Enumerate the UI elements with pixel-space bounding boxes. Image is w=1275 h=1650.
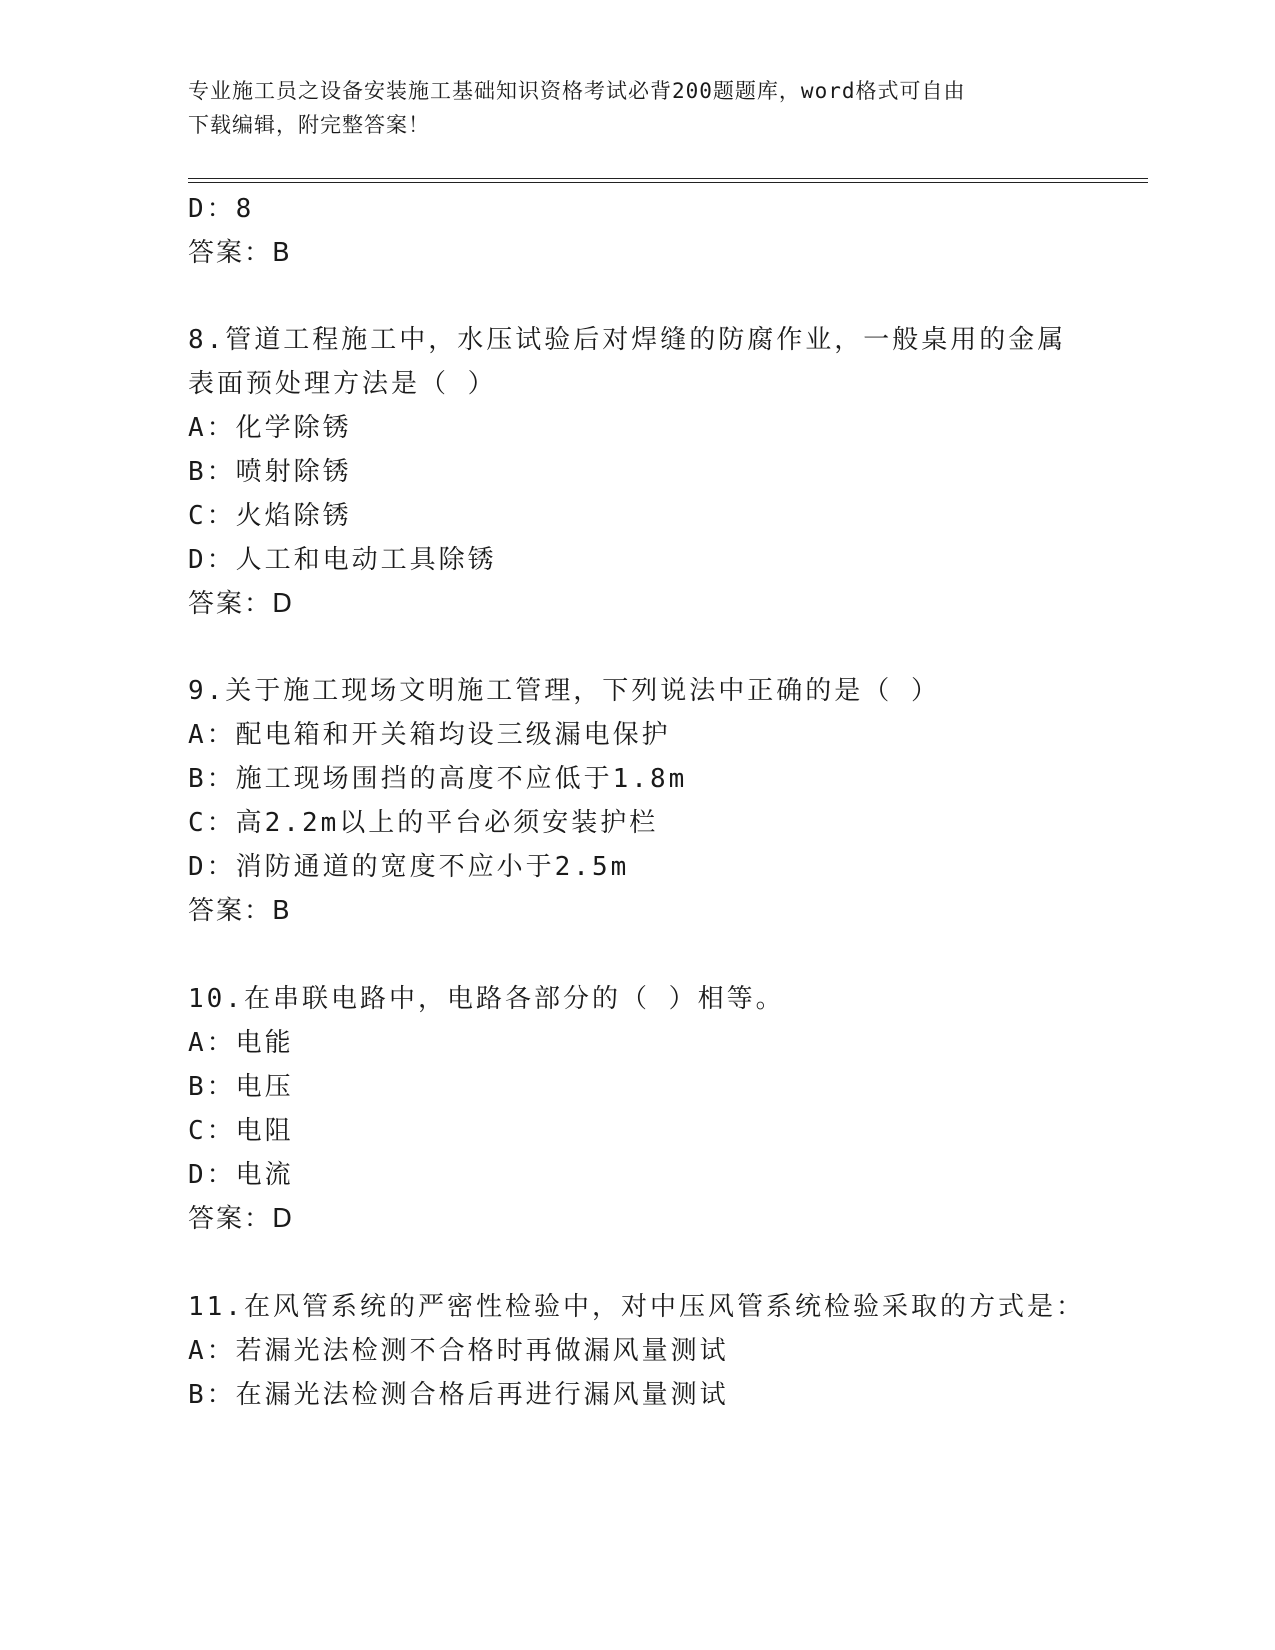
q11-stem: 11.在风管系统的严密性检验中，对中压风管系统检验采取的方式是： [188,1292,1085,1322]
q8-option-a: A：化学除锈 [188,413,352,443]
header-line-1: 专业施工员之设备安装施工基础知识资格考试必背200题题库，word格式可自由 [188,79,966,103]
q9-option-c: C：高2.2m以上的平台必须安装护栏 [188,808,659,838]
q10-stem: 10.在串联电路中，电路各部分的（ ）相等。 [188,984,785,1014]
q9-option-b: B：施工现场围挡的高度不应低于1.8m [188,764,688,794]
q8-stem-line-2: 表面预处理方法是（ ） [188,369,497,399]
q9-option-a: A：配电箱和开关箱均设三级漏电保护 [188,720,671,750]
header-line-2: 下载编辑，附完整答案！ [188,113,430,137]
header-divider-bottom [188,182,1148,183]
q10-option-c: C：电阻 [188,1116,294,1146]
q11-option-b: B：在漏光法检测合格后再进行漏风量测试 [188,1380,729,1410]
header-divider-top [188,178,1148,179]
q10-option-b: B：电压 [188,1072,294,1102]
q8-answer: 答案：D [188,589,295,619]
q8-option-c: C：火焰除锈 [188,501,352,531]
q10-answer: 答案：D [188,1204,295,1234]
document-header [188,74,1068,142]
q8-option-d: D：人工和电动工具除锈 [188,545,497,575]
q10-option-d: D：电流 [188,1160,294,1190]
q8-stem-line-1: 8.管道工程施工中，水压试验后对焊缝的防腐作业，一般桌用的金属 [188,325,1067,355]
q11-option-a: A：若漏光法检测不合格时再做漏风量测试 [188,1336,729,1366]
q9-answer: 答案：B [188,896,292,926]
prev-answer: 答案：B [188,238,292,268]
q8-option-b: B：喷射除锈 [188,457,352,487]
q10-option-a: A：电能 [188,1028,294,1058]
prev-option-d: D：8 [188,194,255,224]
q9-stem: 9.关于施工现场文明施工管理，下列说法中正确的是（ ） [188,676,940,706]
q9-option-d: D：消防通道的宽度不应小于2.5m [188,852,630,882]
